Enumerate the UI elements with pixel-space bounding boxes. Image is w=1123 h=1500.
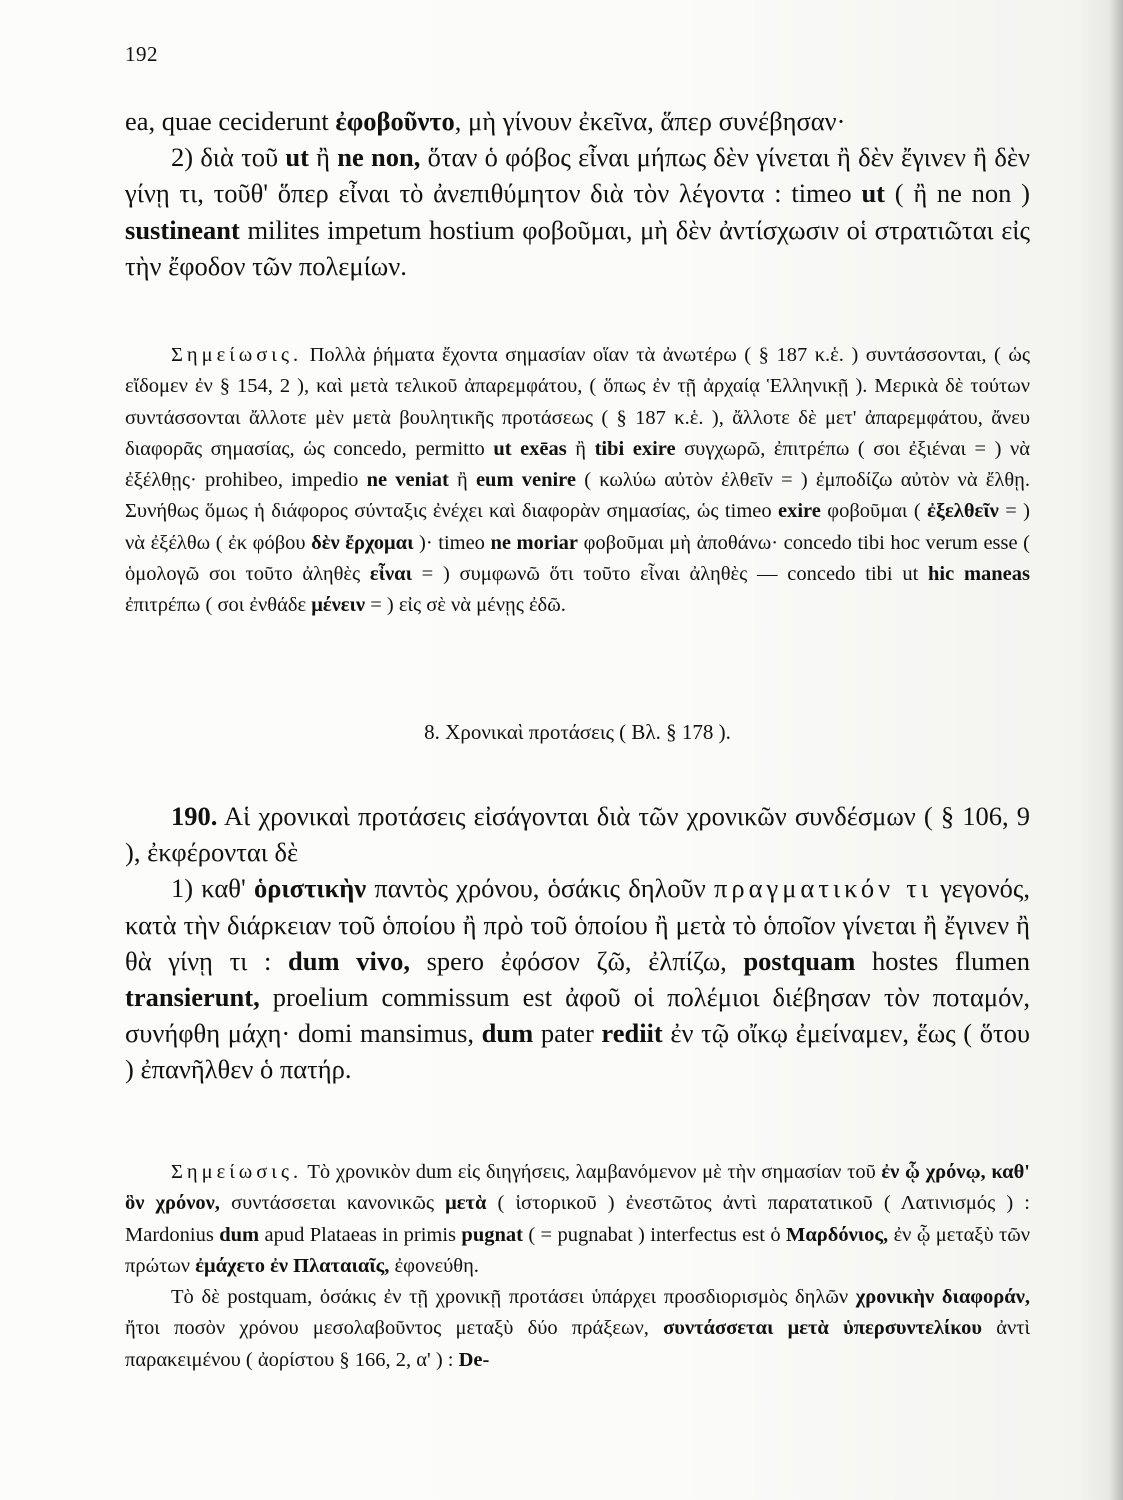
text: )· timeo xyxy=(413,531,491,554)
bold-text: ne veniat xyxy=(366,469,449,492)
bold-text: ὁριστικὴν xyxy=(254,873,367,904)
paragraph-ut-ne-non xyxy=(125,139,1030,284)
bold-text: δὲν ἔρχομαι xyxy=(311,531,414,554)
text: ἀντὶ παρακειμένου ( ἀορίστου § 166, 2, α' ) : xyxy=(125,1317,1030,1371)
text: Πολλὰ ῥήματα ἔχοντα σημασίαν οἵαν τὰ ἀνωτέρω ( § 187 κ.ἑ. ) συντάσσονται, ( ὡς εἴδομεν ἐν § 154, 2 ), καὶ μετὰ τελικοῦ ἀπαρεμφάτου, ( ὅπως ἐν τῇ ἀρχαίᾳ Ἑλληνικῇ ). Μερικὰ δὲ τούτων συντάσσονται ἄλλοτε μὲν μετὰ βουλητικῆς προτάσεως ( § 187 κ.ἑ. ), ἄλλοτε δὲ μετ' ἀπαρεμφάτου, ἄνευ διαφορᾶς σημασίας, ὡς concedo, permitto xyxy=(125,344,1030,460)
bold-text: Μαρδόνιος, xyxy=(785,1223,889,1246)
text: ( ἢ ne non ) xyxy=(885,178,1030,209)
text: milites impetum hostium φοβοῦμαι, μὴ δὲν ἀντίσχωσιν οἱ στρατιῶται εἰς τὴν ἔφοδον τῶν πολεμίων. xyxy=(125,214,1030,281)
page-number: 192 xyxy=(125,42,158,66)
bold-text: dum xyxy=(219,1223,260,1246)
note-label: Σημείωσις. xyxy=(171,1161,303,1183)
bold-text: eum venire xyxy=(475,469,576,492)
text: γεγονός, κατὰ τὴν διάρκειαν τοῦ ὁποίου ἢ πρὸ τοῦ ὁποίου ἢ μετὰ τὸ ὁποῖον γίνεται ἢ ἔγινεν ἢ θὰ γίνῃ τι : xyxy=(125,873,1030,976)
top-paragraphs xyxy=(125,103,1030,284)
paragraph-190 xyxy=(125,798,1030,870)
text: φοβοῦμαι ( xyxy=(820,500,928,523)
text: ἤτοι ποσὸν χρόνου μεσολαβοῦντος μεταξὺ δύο πράξεων, xyxy=(125,1317,664,1340)
text: ( ἱστορικοῦ ) ἐνεστῶτος ἀντὶ παρατατικοῦ ( Λατινισμός ) : Mardonius xyxy=(125,1192,1030,1246)
text: ἐφονεύθη. xyxy=(389,1254,479,1277)
bold-text: ut xyxy=(285,142,309,173)
spaced-text: πραγματικόν τι xyxy=(714,873,933,904)
text: ἐν τῷ οἴκῳ ἐμείναμεν, ἕως ( ὅτου ) ἐπανῆλθεν ὁ πατήρ. xyxy=(125,1018,1030,1085)
note-block-1 xyxy=(125,340,1030,622)
note-paragraph-postquam xyxy=(125,1282,1030,1376)
paragraph-190-item-1 xyxy=(125,870,1030,1087)
text: φοβοῦμαι μὴ ἀποθάνω· concedo tibi hoc verum esse ( ὁμολογῶ σοι τοῦτο ἀληθὲς xyxy=(125,531,1030,586)
text: ea, quae ceciderunt xyxy=(125,106,336,136)
bold-text: ne moriar xyxy=(490,531,579,554)
note-paragraph xyxy=(125,340,1030,622)
bold-text: μένειν xyxy=(311,594,366,617)
bold-text: ἐμάχετο ἐν Πλαταιαῖς, xyxy=(195,1254,390,1277)
text: proelium commissum est ἀφοῦ οἱ πολέμιοι διέβησαν τὸν ποταμόν, συνήφθη μάχη· domi mansimus, xyxy=(125,982,1030,1049)
bold-text: dum xyxy=(481,1018,534,1049)
bold-text: dum vivo, xyxy=(288,945,410,976)
text: spero ἐφόσον ζῶ, ἐλπίζω, xyxy=(409,945,744,976)
bold-text: χρονικὴν διαφοράν, xyxy=(855,1286,1031,1309)
note-block-2 xyxy=(125,1157,1030,1376)
bold-text: ut xyxy=(861,178,886,209)
text: συγχωρῶ, ἐπιτρέπω ( σοι ἐξιέναι = ) νὰ ἐξέλθῃς· prohibeo, impedio xyxy=(125,437,1030,492)
text: = ) εἰς σὲ νὰ μένῃς ἐδῶ. xyxy=(365,594,566,617)
text: 1) καθ' xyxy=(171,873,254,904)
text: ἐπιτρέπω ( σοι ἐνθάδε xyxy=(125,594,312,617)
bold-text: tibi exire xyxy=(594,437,676,460)
bold-text: exire xyxy=(778,500,821,523)
bold-text: ἐφοβοῦντο xyxy=(335,106,455,136)
bold-text: ut exēas xyxy=(493,437,567,460)
text: Τὸ χρονικὸν dum εἰς διηγήσεις, λαμβανόμενον μὲ τὴν σημασίαν τοῦ xyxy=(302,1161,882,1183)
text: συντάσσεται κανονικῶς xyxy=(219,1192,446,1215)
bold-text: pugnat xyxy=(461,1223,523,1246)
text: Αἱ χρονικαὶ προτάσεις εἰσάγονται διὰ τῶν χρονικῶν συνδέσμων ( § 106, 9 ), ἐκφέρονται δὲ xyxy=(125,801,1030,868)
paragraph-continuation xyxy=(125,103,1030,139)
bold-text: συντάσσεται μετὰ ὑπερσυντελίκου xyxy=(663,1317,982,1340)
page-gutter-shadow xyxy=(1109,0,1123,1500)
bold-text: rediit xyxy=(601,1018,663,1049)
bold-text: ne non, xyxy=(337,142,421,173)
text: = ) νὰ ἐξέλθω ( ἐκ φόβου xyxy=(125,500,1030,554)
bold-text: μετὰ xyxy=(445,1192,487,1215)
bold-text: εἶναι xyxy=(369,563,412,586)
text: ἢ xyxy=(566,437,595,460)
text: Τὸ δὲ postquam, ὁσάκις ἐν τῇ χρονικῇ προτάσει ὑπάρχει προσδιορισμὸς δηλῶν xyxy=(171,1286,856,1309)
text: 2) διὰ τοῦ xyxy=(171,142,286,173)
section-number: 190. xyxy=(171,801,218,831)
bold-text: postquam xyxy=(743,945,856,976)
text: hostes flumen xyxy=(855,945,1030,976)
section-heading: 8. Χρονικαὶ προτάσεις ( Βλ. § 178 ). xyxy=(424,720,731,744)
bold-text: ἐξελθεῖν xyxy=(927,500,999,523)
text: ἐν ᾧ μεταξὺ τῶν πρώτων xyxy=(125,1223,1030,1277)
text: pater xyxy=(533,1018,602,1049)
text: ( κωλύω αὐτὸν ἐλθεῖν = ) ἐμποδίζω αὐτὸν νὰ ἔλθῃ. Συνήθως ὅμως ἡ διάφορος σύνταξις ἐνέχει καὶ διαφορὰν σημασίας, ὡς timeo xyxy=(125,469,1030,523)
text: παντὸς χρόνου, ὁσάκις δηλοῦν xyxy=(366,873,714,904)
bold-text: sustineant xyxy=(125,214,240,245)
text: = ) συμφωνῶ ὅτι τοῦτο εἶναι ἀληθὲς — concedo tibi ut xyxy=(411,563,929,586)
note-paragraph xyxy=(125,1157,1030,1282)
bold-text: ἐν ᾧ χρόνῳ, καθ' ὃν χρόνον, xyxy=(125,1161,1030,1215)
text: ὅταν ὁ φόβος εἶναι μήπως δὲν γίνεται ἢ δὲν ἔγινεν ἢ δὲν γίνῃ τι, τοῦθ' ὅπερ εἶναι τὸ ἀνεπιθύμητον διὰ τὸν λέγοντα : timeo xyxy=(125,142,1030,209)
bold-text: transierunt, xyxy=(125,982,260,1013)
text: ( = pugnabat ) interfectus est ὁ xyxy=(522,1223,786,1246)
text: ἢ xyxy=(448,469,476,492)
text: apud Plataeas in primis xyxy=(259,1223,462,1246)
section-190 xyxy=(125,798,1030,1088)
bold-text: hic maneas xyxy=(928,563,1030,586)
text: ἢ xyxy=(308,142,338,173)
note-label: Σημείωσις. xyxy=(171,344,303,366)
text: , μὴ γίνουν ἐκεῖνα, ἅπερ συνέβησαν· xyxy=(454,106,846,136)
bold-text: De- xyxy=(458,1348,490,1371)
